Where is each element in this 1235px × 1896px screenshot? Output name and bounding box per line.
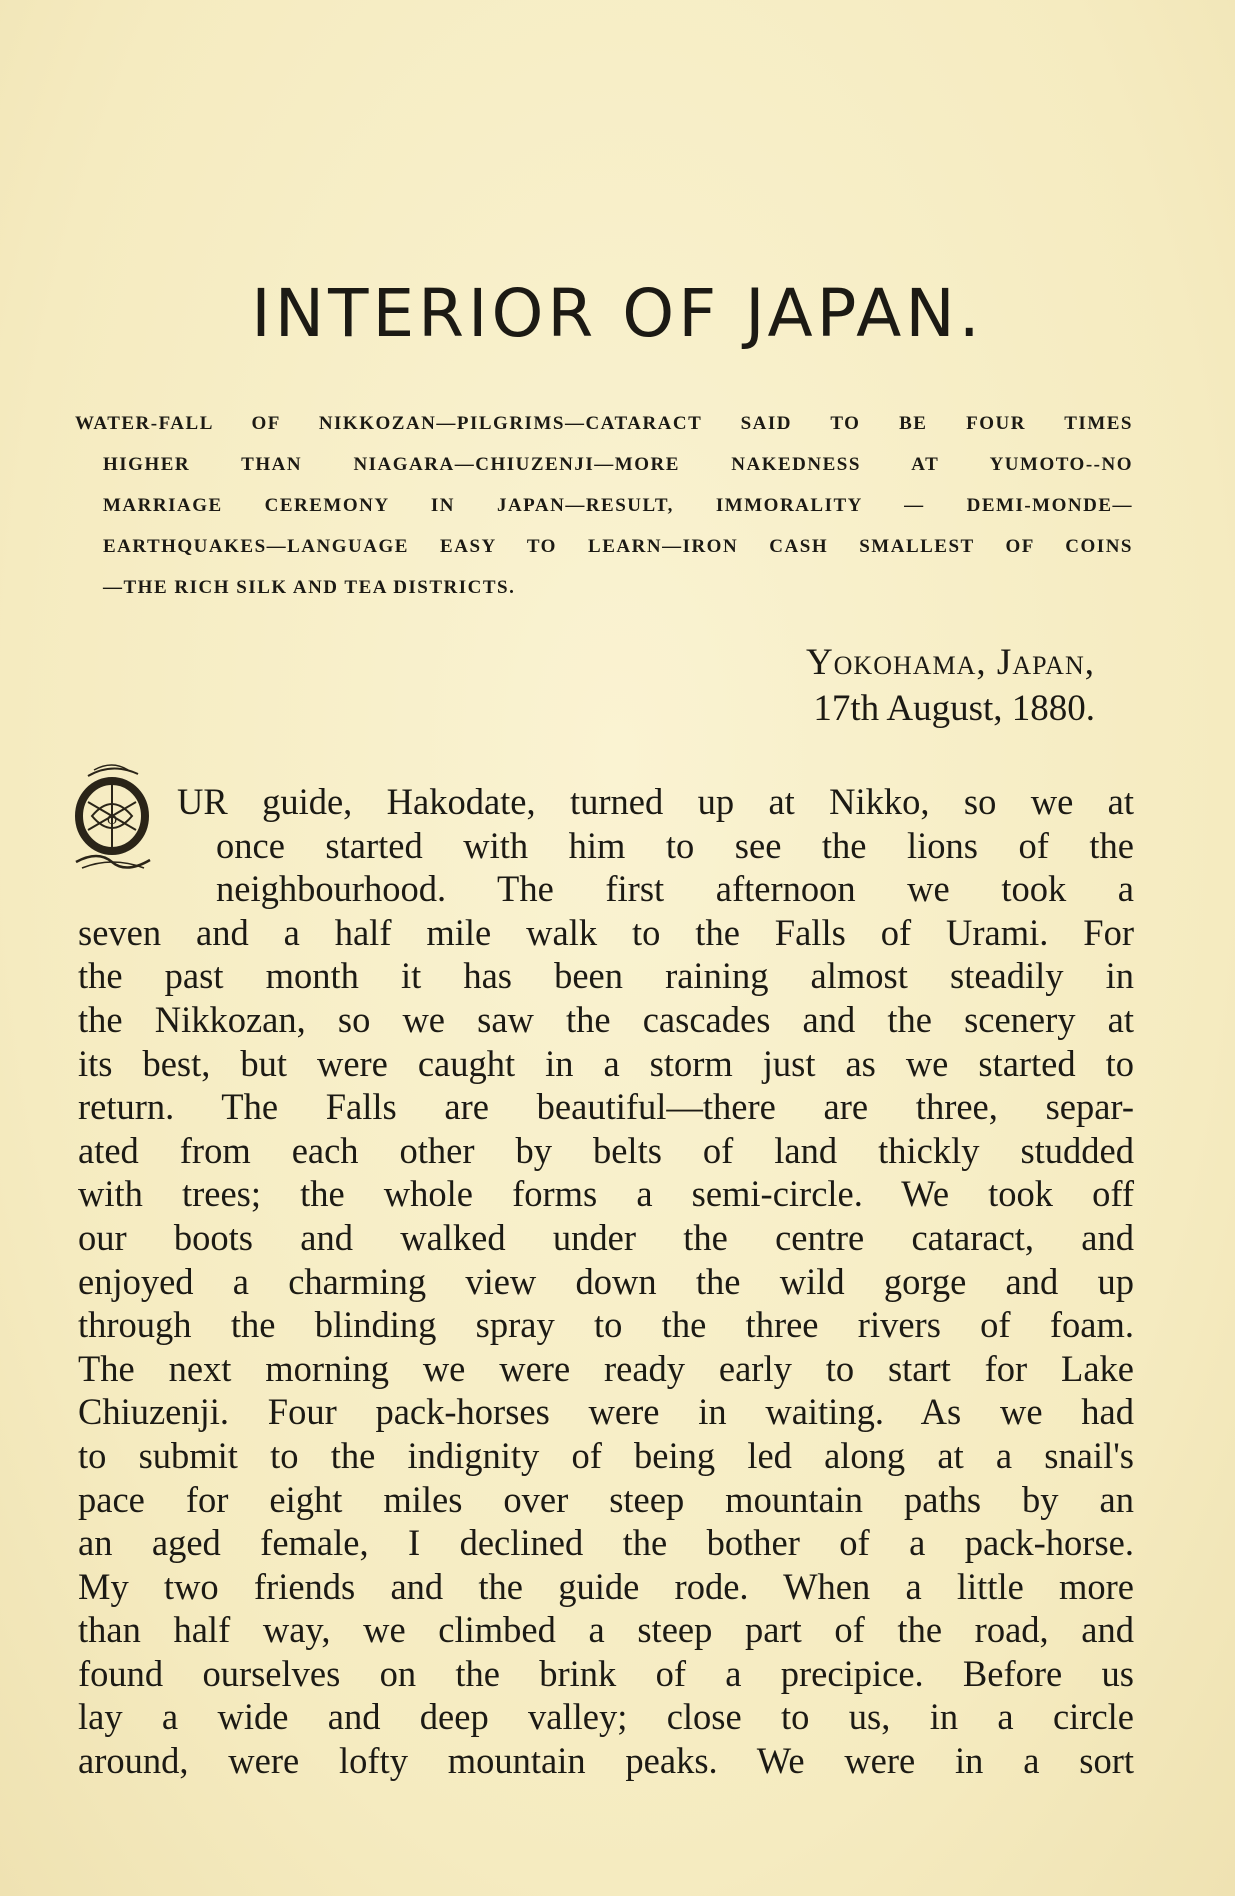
drop-cap-letter: O bbox=[106, 813, 118, 828]
dateline-place: Yokohama, Japan, bbox=[805, 642, 1095, 683]
text-line: return. The Falls are beautiful—there are three, separ- bbox=[78, 1086, 1134, 1128]
body-text bbox=[78, 780, 1134, 1783]
summary-line: —THE RICH SILK AND TEA DISTRICTS. bbox=[103, 577, 516, 598]
summary-line: HIGHER THAN NIAGARA—CHIUZENJI—MORE NAKEDNESS AT YUMOTO--NO bbox=[103, 454, 1133, 475]
text-line: enjoyed a charming view down the wild gorge and up bbox=[78, 1260, 1134, 1302]
text-line: to submit to the indignity of being led along at a snail's bbox=[78, 1434, 1134, 1476]
text-line: neighbourhood. The first afternoon we took a bbox=[216, 868, 1134, 910]
text-line: its best, but were caught in a storm just as we started to bbox=[78, 1042, 1134, 1084]
summary-line: WATER-FALL OF NIKKOZAN—PILGRIMS—CATARACT SAID TO BE FOUR TIMES bbox=[75, 413, 1133, 434]
dateline-date: 17th August, 1880. bbox=[813, 688, 1095, 729]
text-line: seven and a half mile walk to the Falls of Urami. For bbox=[78, 911, 1134, 953]
text-line: The next morning we were ready early to start for Lake bbox=[78, 1347, 1134, 1389]
text-line: lay a wide and deep valley; close to us, in a circle bbox=[78, 1696, 1134, 1738]
text-line: pace for eight miles over steep mountain paths by an bbox=[78, 1478, 1134, 1520]
chapter-summary bbox=[75, 403, 1133, 608]
text-line: an aged female, I declined the bother of a pack-horse. bbox=[78, 1522, 1134, 1564]
text-line: around, were lofty mountain peaks. We were in a sort bbox=[78, 1740, 1134, 1782]
text-line: Chiuzenji. Four pack-horses were in waiting. As we had bbox=[78, 1391, 1134, 1433]
text-line: with trees; the whole forms a semi-circle. We took off bbox=[78, 1173, 1134, 1215]
text-line: found ourselves on the brink of a precipice. Before us bbox=[78, 1652, 1134, 1694]
text-line: than half way, we climbed a steep part of the road, and bbox=[78, 1609, 1134, 1651]
chapter-title: INTERIOR OF JAPAN. bbox=[251, 275, 984, 352]
text-line: once started with him to see the lions of the bbox=[216, 824, 1134, 866]
summary-line: EARTHQUAKES—LANGUAGE EASY TO LEARN—IRON CASH SMALLEST OF COINS bbox=[103, 536, 1133, 557]
summary-line: MARRIAGE CEREMONY IN JAPAN—RESULT, IMMORALITY — DEMI-MONDE— bbox=[103, 495, 1133, 516]
text-line: UR guide, Hakodate, turned up at Nikko, so we at bbox=[177, 781, 1134, 822]
text-line: the past month it has been raining almost steadily in bbox=[78, 955, 1134, 997]
text-line: through the blinding spray to the three rivers of foam. bbox=[78, 1304, 1134, 1346]
text-line: the Nikkozan, so we saw the cascades and the scenery at bbox=[78, 998, 1134, 1040]
text-line: our boots and walked under the centre cataract, and bbox=[78, 1216, 1134, 1258]
text-line: My two friends and the guide rode. When a little more bbox=[78, 1565, 1134, 1607]
text-line: ated from each other by belts of land thickly studded bbox=[78, 1129, 1134, 1171]
